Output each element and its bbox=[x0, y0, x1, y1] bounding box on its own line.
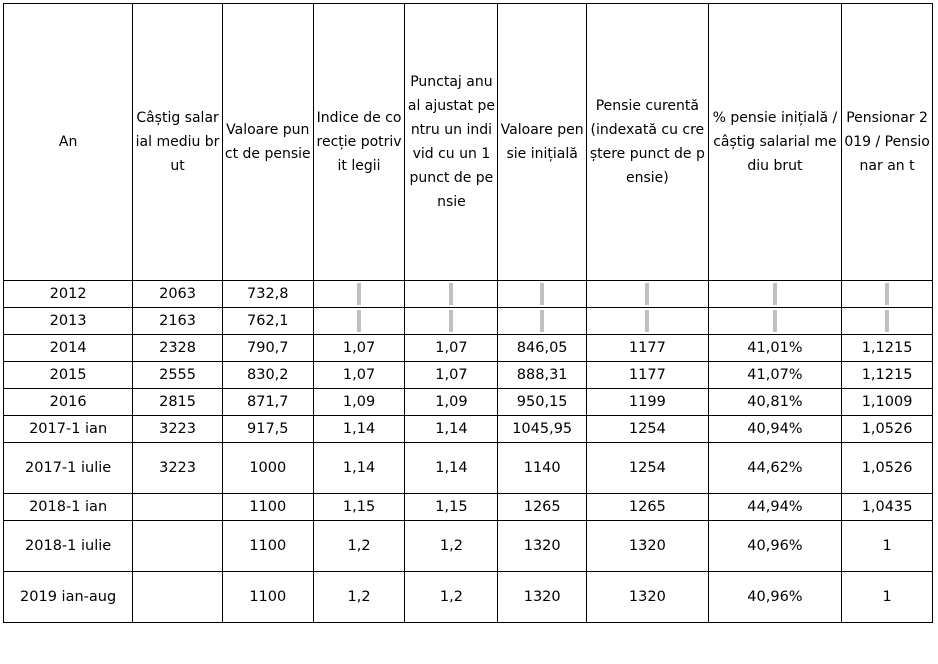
table-cell: 2015 bbox=[4, 362, 133, 389]
table-cell: 1,07 bbox=[313, 335, 405, 362]
table-cell: 40,96% bbox=[708, 521, 841, 572]
table-cell: 1,14 bbox=[405, 416, 498, 443]
table-cell: 1,0435 bbox=[842, 494, 933, 521]
table-cell bbox=[133, 572, 223, 623]
header-punctaj-anual: Punctaj anual ajustat pentru un individ cu un 1 punct de pensie bbox=[405, 4, 498, 281]
table-cell: 40,94% bbox=[708, 416, 841, 443]
table-row bbox=[4, 308, 933, 335]
table-cell bbox=[498, 281, 587, 308]
table-cell: 1,0526 bbox=[842, 443, 933, 494]
pension-table bbox=[3, 3, 933, 623]
table-cell: 1 bbox=[842, 521, 933, 572]
table-cell bbox=[842, 308, 933, 335]
table-cell: 1265 bbox=[498, 494, 587, 521]
table-cell: 790,7 bbox=[222, 335, 313, 362]
header-indice-corectie: Indice de corecție potrivit legii bbox=[313, 4, 405, 281]
table-cell: 1,14 bbox=[313, 416, 405, 443]
table-cell: 830,2 bbox=[222, 362, 313, 389]
table-cell bbox=[586, 308, 708, 335]
table-cell: 1320 bbox=[498, 572, 587, 623]
table-cell bbox=[313, 308, 405, 335]
table-cell: 41,01% bbox=[708, 335, 841, 362]
table-cell: 44,62% bbox=[708, 443, 841, 494]
table-cell: 1265 bbox=[586, 494, 708, 521]
placeholder-bar bbox=[645, 310, 649, 332]
table-cell bbox=[708, 308, 841, 335]
table-cell: 1,1215 bbox=[842, 362, 933, 389]
table-cell bbox=[313, 281, 405, 308]
table-cell: 1,07 bbox=[405, 362, 498, 389]
table-cell: 1,0526 bbox=[842, 416, 933, 443]
table-cell: 1 bbox=[842, 572, 933, 623]
table-cell bbox=[708, 281, 841, 308]
table-cell bbox=[842, 281, 933, 308]
header-procent-pensie: % pensie inițială / câștig salarial mediu brut bbox=[708, 4, 841, 281]
table-cell: 1254 bbox=[586, 443, 708, 494]
table-cell: 2014 bbox=[4, 335, 133, 362]
table-cell: 1,07 bbox=[405, 335, 498, 362]
table-cell: 2018-1 ian bbox=[4, 494, 133, 521]
table-cell: 1140 bbox=[498, 443, 587, 494]
placeholder-bar bbox=[885, 283, 889, 305]
placeholder-bar bbox=[645, 283, 649, 305]
placeholder-bar bbox=[885, 310, 889, 332]
table-cell: 3223 bbox=[133, 416, 223, 443]
table-cell: 762,1 bbox=[222, 308, 313, 335]
table-cell: 732,8 bbox=[222, 281, 313, 308]
placeholder-bar bbox=[540, 283, 544, 305]
table-row bbox=[4, 443, 933, 494]
table-cell: 1199 bbox=[586, 389, 708, 416]
table-cell: 2815 bbox=[133, 389, 223, 416]
table-cell: 1,2 bbox=[313, 521, 405, 572]
table-cell: 1,1215 bbox=[842, 335, 933, 362]
table-cell: 1,1009 bbox=[842, 389, 933, 416]
table-cell: 888,31 bbox=[498, 362, 587, 389]
table-cell: 846,05 bbox=[498, 335, 587, 362]
table-cell: 1177 bbox=[586, 362, 708, 389]
header-valoare-punct: Valoare punct de pensie bbox=[222, 4, 313, 281]
header-pensie-curenta: Pensie curentă (indexată cu creștere punct de pensie) bbox=[586, 4, 708, 281]
header-valoare-pensie-initiala: Valoare pensie inițială bbox=[498, 4, 587, 281]
table-cell bbox=[586, 281, 708, 308]
table-cell: 1,2 bbox=[405, 572, 498, 623]
placeholder-bar bbox=[449, 283, 453, 305]
placeholder-bar bbox=[773, 310, 777, 332]
table-cell: 1254 bbox=[586, 416, 708, 443]
placeholder-bar bbox=[449, 310, 453, 332]
table-cell: 1,15 bbox=[313, 494, 405, 521]
table-cell: 950,15 bbox=[498, 389, 587, 416]
table-cell: 2019 ian-aug bbox=[4, 572, 133, 623]
table-cell: 2017-1 iulie bbox=[4, 443, 133, 494]
table-row bbox=[4, 389, 933, 416]
table-cell: 41,07% bbox=[708, 362, 841, 389]
table-cell: 1177 bbox=[586, 335, 708, 362]
table-cell: 3223 bbox=[133, 443, 223, 494]
table-row bbox=[4, 281, 933, 308]
table-cell: 1320 bbox=[586, 572, 708, 623]
table-cell: 40,96% bbox=[708, 572, 841, 623]
table-cell: 2328 bbox=[133, 335, 223, 362]
table-cell: 1,14 bbox=[405, 443, 498, 494]
table-cell: 2013 bbox=[4, 308, 133, 335]
table-cell: 917,5 bbox=[222, 416, 313, 443]
table-cell: 1045,95 bbox=[498, 416, 587, 443]
table-cell: 1,09 bbox=[405, 389, 498, 416]
table-row bbox=[4, 572, 933, 623]
header-an: An bbox=[4, 4, 133, 281]
table-cell: 1,14 bbox=[313, 443, 405, 494]
table-cell: 2555 bbox=[133, 362, 223, 389]
header-castig-salarial: Câștig salarial mediu brut bbox=[133, 4, 223, 281]
table-cell: 1000 bbox=[222, 443, 313, 494]
placeholder-bar bbox=[357, 283, 361, 305]
table-cell: 1320 bbox=[498, 521, 587, 572]
table-row bbox=[4, 521, 933, 572]
table-cell: 44,94% bbox=[708, 494, 841, 521]
table-row bbox=[4, 494, 933, 521]
table-cell: 2012 bbox=[4, 281, 133, 308]
table-cell: 2016 bbox=[4, 389, 133, 416]
table-row bbox=[4, 335, 933, 362]
table-cell: 871,7 bbox=[222, 389, 313, 416]
table-cell: 2163 bbox=[133, 308, 223, 335]
table-cell bbox=[405, 281, 498, 308]
table-cell: 1,2 bbox=[313, 572, 405, 623]
table-cell bbox=[405, 308, 498, 335]
placeholder-bar bbox=[540, 310, 544, 332]
header-row bbox=[4, 4, 933, 281]
table-cell: 2017-1 ian bbox=[4, 416, 133, 443]
table-row bbox=[4, 362, 933, 389]
placeholder-bar bbox=[773, 283, 777, 305]
table-cell: 1100 bbox=[222, 521, 313, 572]
header-pensionar-raport: Pensionar 2019 / Pensionar an t bbox=[842, 4, 933, 281]
table-cell: 1,09 bbox=[313, 389, 405, 416]
table-cell: 1100 bbox=[222, 494, 313, 521]
table-cell: 1100 bbox=[222, 572, 313, 623]
table-cell: 1320 bbox=[586, 521, 708, 572]
table-cell bbox=[498, 308, 587, 335]
placeholder-bar bbox=[357, 310, 361, 332]
table-row bbox=[4, 416, 933, 443]
table-cell bbox=[133, 521, 223, 572]
table-cell: 2063 bbox=[133, 281, 223, 308]
table-cell: 40,81% bbox=[708, 389, 841, 416]
table-cell bbox=[133, 494, 223, 521]
table-cell: 1,07 bbox=[313, 362, 405, 389]
table-cell: 2018-1 iulie bbox=[4, 521, 133, 572]
table-cell: 1,2 bbox=[405, 521, 498, 572]
table-cell: 1,15 bbox=[405, 494, 498, 521]
